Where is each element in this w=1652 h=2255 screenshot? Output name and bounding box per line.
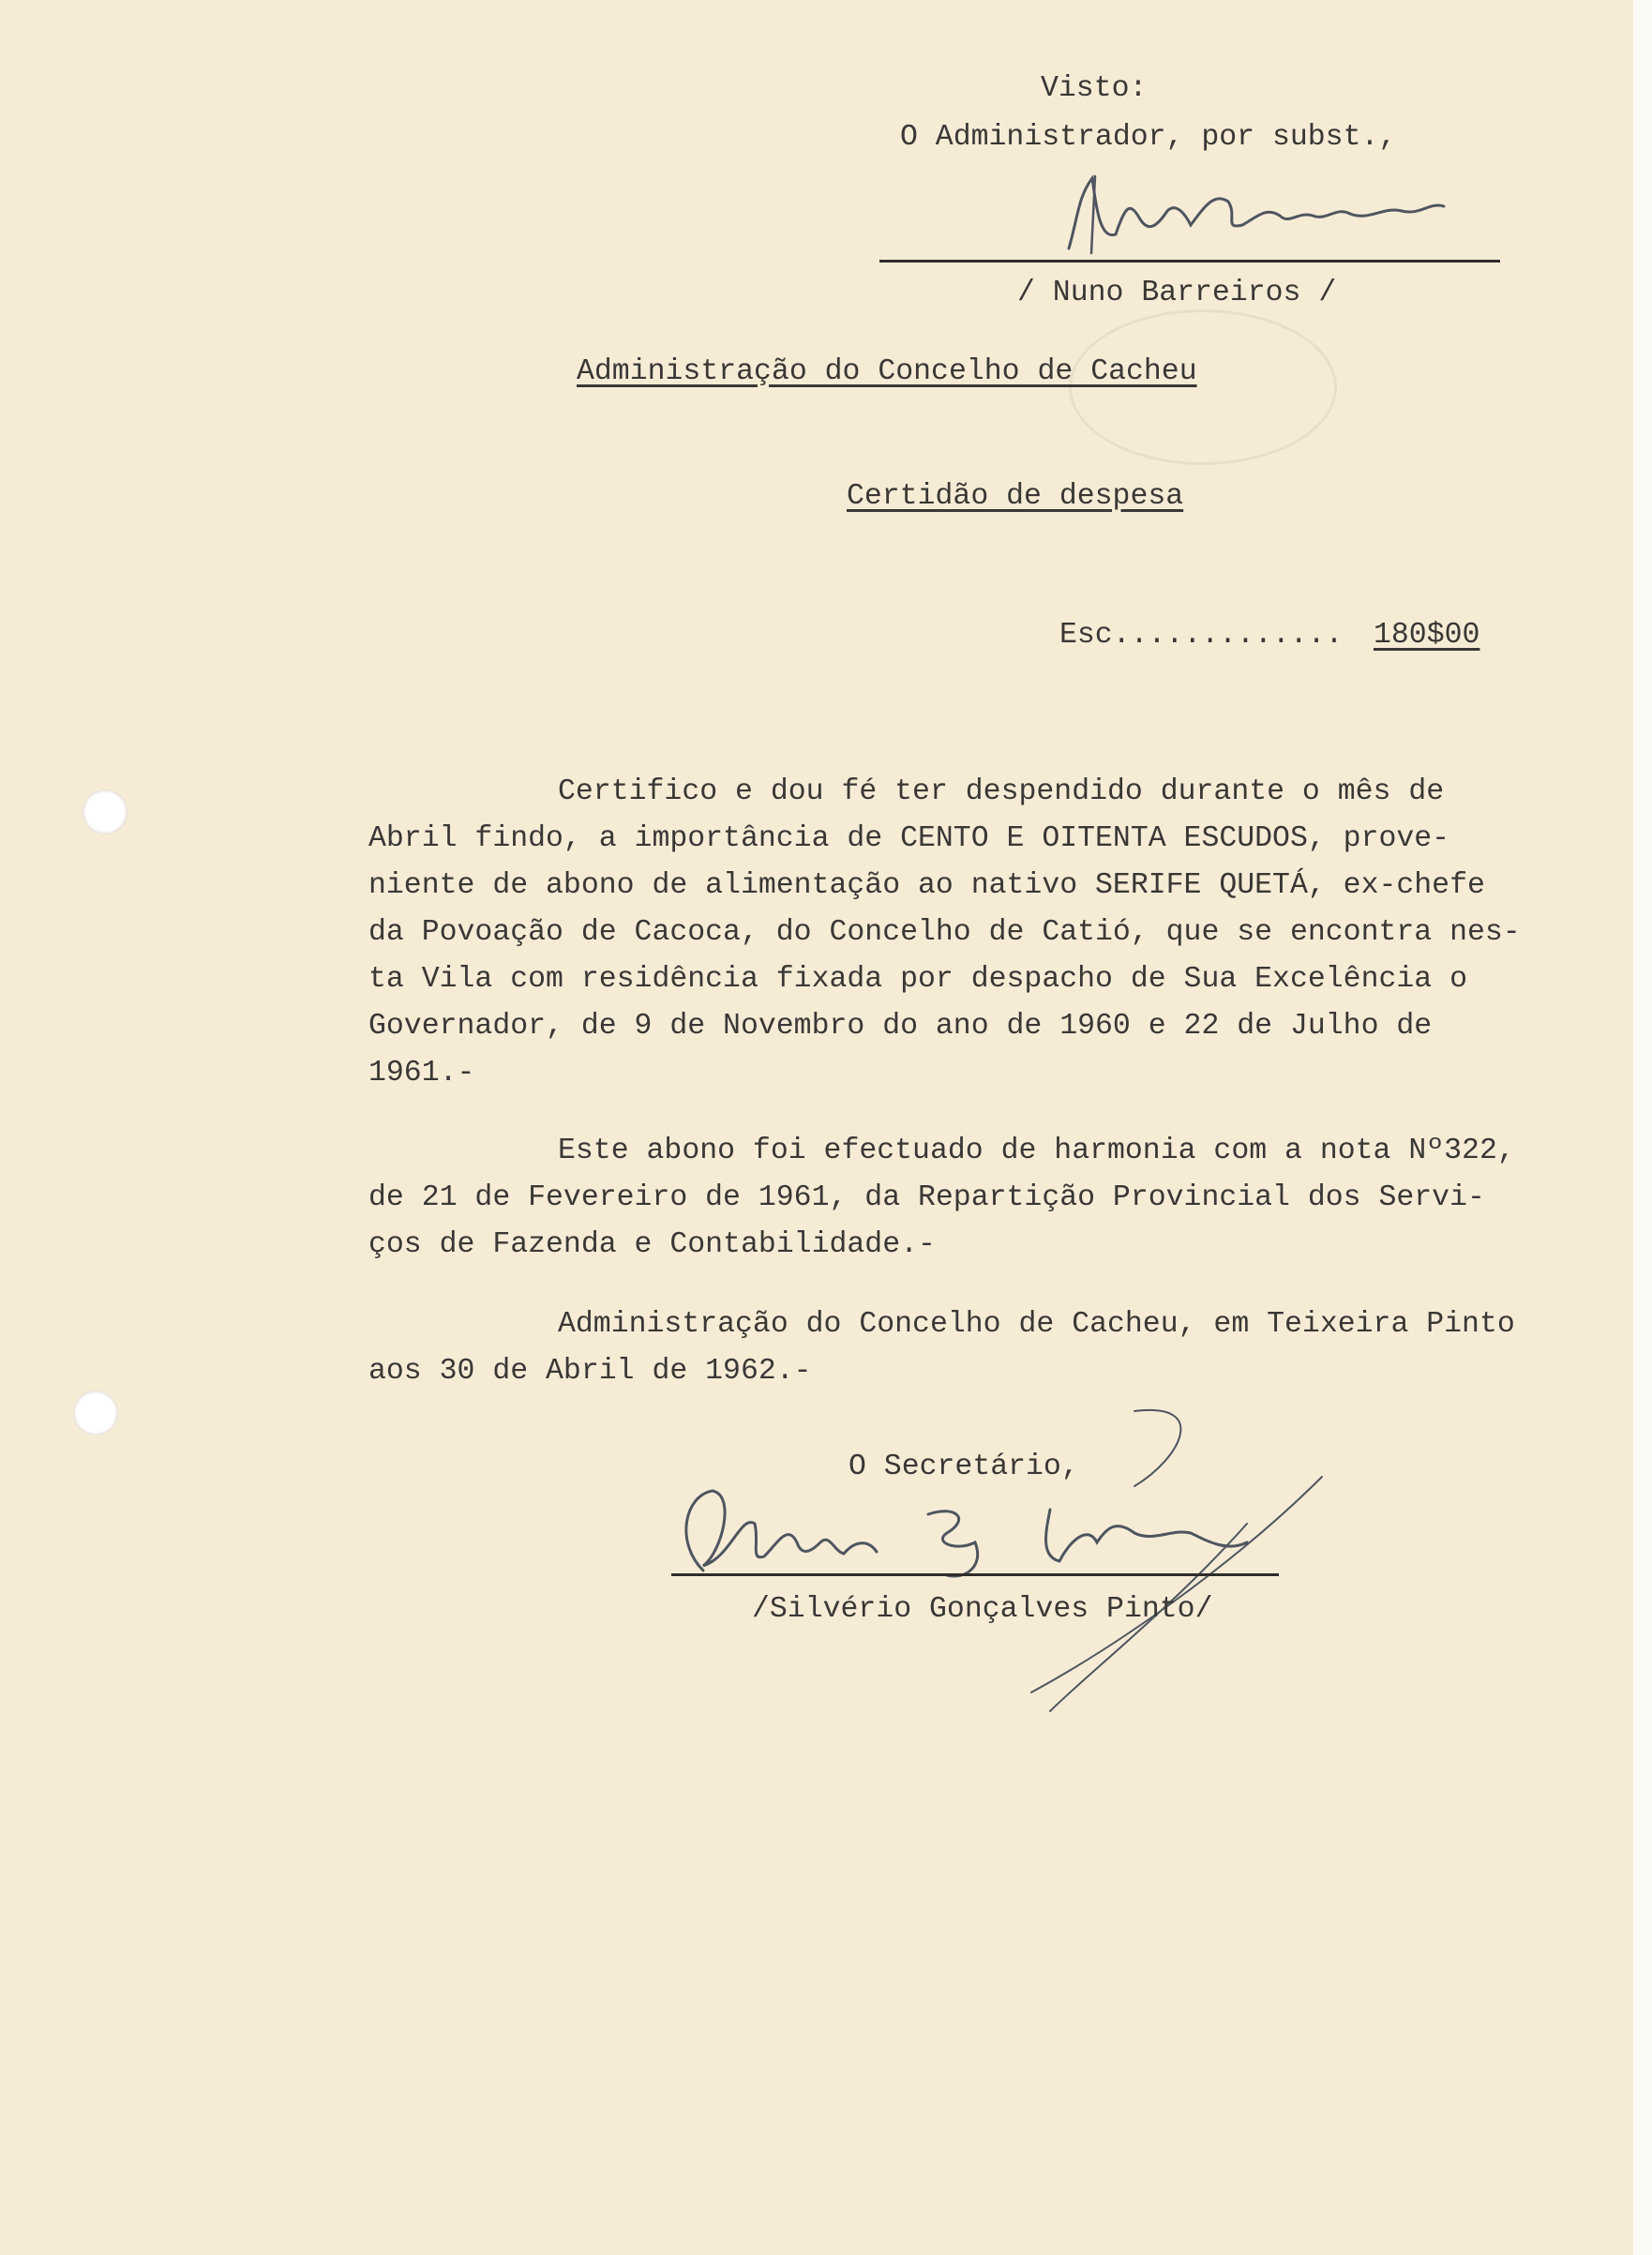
paragraph1-line: da Povoação de Cacoca, do Concelho de Catió, que se encontra nes- <box>368 916 1521 949</box>
paragraph1-line: 1961.- <box>368 1057 475 1090</box>
visto-role: O Administrador, por subst., <box>900 121 1397 154</box>
paragraph1-line: Governador, de 9 de Novembro do ano de 1960 e 22 de Julho de <box>368 1010 1433 1043</box>
paragraph1-line: Certifico e dou fé ter despendido durante o mês de <box>558 775 1445 808</box>
administrator-signature <box>1050 159 1463 272</box>
visto-label: Visto: <box>1041 72 1148 105</box>
paragraph1-line: Abril findo, a importância de CENTO E OITENTA ESCUDOS, prove- <box>368 822 1450 855</box>
visto-signer: / Nuno Barreiros / <box>1017 277 1337 309</box>
paragraph2-line: Este abono foi efectuado de harmonia com a nota Nº322, <box>558 1135 1515 1167</box>
paragraph2-line: de 21 de Fevereiro de 1961, da Repartição Provincial dos Servi- <box>368 1181 1485 1214</box>
secretario-signer: /Silvério Gonçalves Pinto/ <box>752 1593 1213 1626</box>
visto-signature-rule <box>879 260 1500 263</box>
paper-edge <box>1633 0 1652 2255</box>
secretario-role: O Secretário, <box>849 1451 1079 1483</box>
punch-hole-bottom <box>73 1391 118 1436</box>
paragraph2-line: ços de Fazenda e Contabilidade.- <box>368 1228 936 1261</box>
office-heading: Administração do Concelho de Cacheu <box>577 355 1197 388</box>
closing-line: Administração do Concelho de Cacheu, em Teixeira Pinto <box>558 1308 1515 1341</box>
secretario-signature-rule <box>671 1573 1279 1576</box>
paragraph1-line: niente de abono de alimentação ao nativo SERIFE QUETÁ, ex-chefe <box>368 869 1485 902</box>
amount-prefix: Esc............. <box>1059 619 1344 652</box>
doc-title: Certidão de despesa <box>847 480 1184 513</box>
amount-value: 180$00 <box>1374 619 1480 652</box>
closing-line: aos 30 de Abril de 1962.- <box>368 1355 812 1388</box>
punch-hole-top <box>83 789 128 834</box>
paragraph1-line: ta Vila com residência fixada por despacho de Sua Excelência o <box>368 963 1467 996</box>
